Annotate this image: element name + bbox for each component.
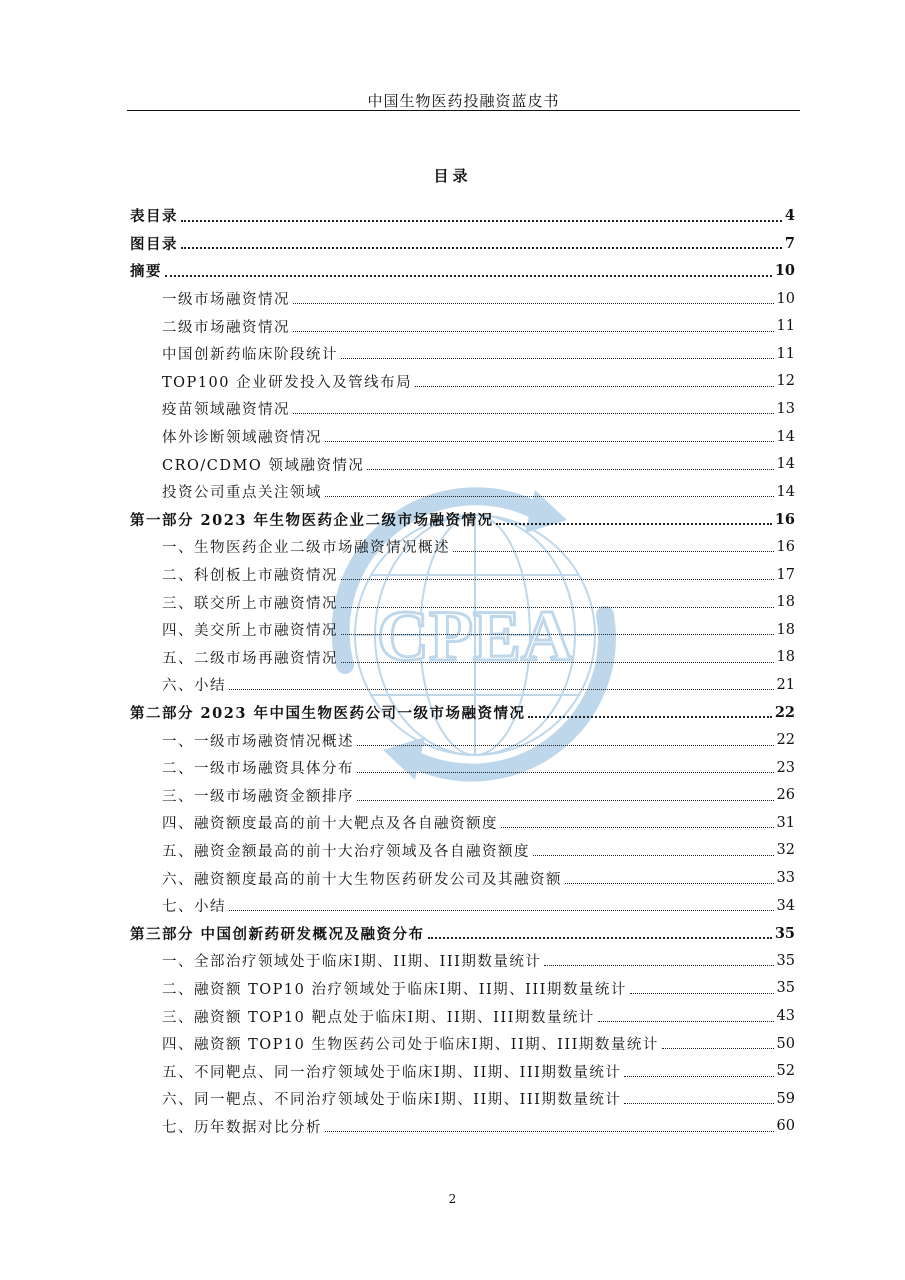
toc-entry-label: 第三部分 中国创新药研发概况及融资分布 [130,925,425,943]
toc-entry-label: 二、科创板上市融资情况 [162,568,338,585]
toc-entry-label: 五、不同靶点、同一治疗领域处于临床I期、II期、III期数量统计 [162,1064,622,1081]
toc-entry-page: 60 [776,1118,795,1135]
page-number: 2 [448,1192,457,1206]
toc-entry-page: 33 [776,870,795,887]
toc-entry-label: 七、历年数据对比分析 [162,1119,322,1136]
toc-entry-page: 18 [776,594,795,611]
toc-leader-dots [367,469,773,470]
toc-entry-section[interactable] [130,671,795,699]
toc-entry-page: 11 [776,345,795,362]
toc-leader-dots [325,441,774,442]
toc-entry-section[interactable] [130,588,795,616]
toc-entry-page: 34 [776,897,795,914]
toc-leader-dots [624,1076,773,1077]
toc-entry-label: 三、一级市场融资金额排序 [162,788,354,805]
toc-entry-label: 一级市场融资情况 [162,292,290,309]
toc-entry-section[interactable] [130,644,795,672]
toc-entry-page: 10 [774,262,795,280]
toc-entry-page: 32 [776,842,795,859]
toc-entry-page: 17 [776,566,795,583]
toc-leader-dots [428,937,772,939]
toc-entry-section[interactable] [130,312,795,340]
toc-entry-label: 一、全部治疗领域处于临床I期、II期、III期数量统计 [162,954,542,971]
toc-leader-dots [598,1021,774,1022]
toc-entry-page: 31 [776,814,795,831]
toc-leader-dots [453,551,774,552]
toc-leader-dots [181,220,782,222]
toc-entry-section[interactable] [130,478,795,506]
toc-entry-label: 表目录 [130,208,178,226]
toc-leader-dots [229,910,774,911]
toc-entry-page: 26 [776,787,795,804]
toc-leader-dots [565,883,774,884]
toc-entry-page: 7 [784,234,795,252]
toc-entry-label: 第一部分 2023 年生物医药企业二级市场融资情况 [130,511,494,529]
toc-entry-section[interactable] [130,726,795,754]
toc-entry-section[interactable] [130,837,795,865]
toc-entry-page: 22 [776,732,795,749]
toc-entry-page: 35 [776,952,795,969]
toc-leader-dots [501,827,774,828]
toc-leader-dots [293,413,774,414]
toc-entry-section[interactable] [130,395,795,423]
toc-entry-page: 43 [776,1008,795,1025]
toc-entry-page: 23 [776,759,795,776]
toc-entry-page: 16 [776,538,795,555]
toc-entry-page: 18 [776,621,795,638]
toc-entry-label: 疫苗领域融资情况 [162,402,290,419]
toc-entry-label: TOP100 企业研发投入及管线布局 [162,374,413,391]
toc-entry-section[interactable] [130,975,795,1003]
toc-entry-page: 14 [776,483,795,500]
toc-entry-label: 三、融资额 TOP10 靶点处于临床I期、II期、III期数量统计 [162,1009,595,1026]
toc-entry-page: 16 [774,510,795,528]
toc-entry-section[interactable] [130,809,795,837]
toc-entry-page: 4 [784,207,795,225]
toc-entry-label: 六、小结 [162,678,226,695]
toc-title: 目录 [433,167,472,185]
toc-leader-dots [662,1048,774,1049]
toc-entry-label: 一、一级市场融资情况概述 [162,733,354,750]
toc-entry-label: 六、融资额度最高的前十大生物医药研发公司及其融资额 [162,871,562,888]
toc-entry-section[interactable] [130,368,795,396]
toc-leader-dots [293,303,774,304]
toc-entry-label: 四、融资额度最高的前十大靶点及各自融资额度 [162,816,498,833]
watermark-text: CPEA [377,596,573,676]
toc-entry-section[interactable] [130,947,795,975]
toc-entry-label: 六、同一靶点、不同治疗领域处于临床I期、II期、III期数量统计 [162,1092,622,1109]
toc-entry-label: 第二部分 2023 年中国生物医药公司一级市场融资情况 [130,704,526,722]
toc-leader-dots [630,993,774,994]
toc-entry-label: 二、一级市场融资具体分布 [162,761,354,778]
toc-leader-dots [624,1103,773,1104]
toc-entry-section[interactable] [130,864,795,892]
toc-leader-dots [341,358,774,359]
toc-entry-label: 一、生物医药企业二级市场融资情况概述 [162,540,450,557]
toc-entry-section[interactable] [130,616,795,644]
toc-entry-chapter[interactable] [130,202,795,230]
toc-entry-label: 二、融资额 TOP10 治疗领域处于临床I期、II期、III期数量统计 [162,981,627,998]
toc-leader-dots [325,1131,774,1132]
toc-entry-label: 四、美交所上市融资情况 [162,623,338,640]
toc-leader-dots [544,965,773,966]
toc-entry-section[interactable] [130,423,795,451]
toc-entry-section[interactable] [130,1030,795,1058]
toc-entry-section[interactable] [130,1002,795,1030]
toc-entry-section[interactable] [130,892,795,920]
toc-leader-dots [357,800,774,801]
toc-leader-dots [357,745,774,746]
toc-leader-dots [496,523,771,525]
toc-entry-chapter[interactable] [130,699,795,727]
toc-entry-page: 13 [776,400,795,417]
toc-entry-section[interactable] [130,450,795,478]
toc-entry-section[interactable] [130,754,795,782]
toc-entry-section[interactable] [130,285,795,313]
toc-entry-section[interactable] [130,1085,795,1113]
toc-entry-page: 11 [776,318,795,335]
toc-leader-dots [341,662,774,663]
toc-entry-section[interactable] [130,1057,795,1085]
toc-entry-label: 体外诊断领域融资情况 [162,430,322,447]
toc-entry-chapter[interactable] [130,230,795,258]
toc-leader-dots [229,689,774,690]
toc-entry-label: 图目录 [130,235,178,253]
toc-leader-dots [165,275,772,277]
toc-leader-dots [533,855,774,856]
toc-leader-dots [528,716,771,718]
toc-leader-dots [341,579,774,580]
toc-entry-label: 五、二级市场再融资情况 [162,650,338,667]
toc-entry-label: 五、融资金额最高的前十大治疗领域及各自融资额度 [162,843,530,860]
toc-entry-section[interactable] [130,561,795,589]
toc-entry-page: 59 [776,1090,795,1107]
toc-entry-label: CRO/CDMO 领域融资情况 [162,457,365,474]
toc-leader-dots [341,634,774,635]
toc-entry-page: 12 [776,373,795,390]
toc-entry-page: 50 [776,1035,795,1052]
toc-entry-page: 14 [776,456,795,473]
toc-entry-section[interactable] [130,340,795,368]
toc-leader-dots [357,772,774,773]
toc-entry-section[interactable] [130,1113,795,1141]
toc-entry-page: 14 [776,428,795,445]
toc-entry-page: 18 [776,649,795,666]
toc-entry-page: 35 [774,924,795,942]
toc-entry-page: 21 [776,676,795,693]
toc-entry-chapter[interactable] [130,919,795,947]
toc-entry-section[interactable] [130,533,795,561]
toc-entry-label: 摘要 [130,263,162,281]
toc-entry-page: 22 [774,703,795,721]
toc-entry-label: 中国创新药临床阶段统计 [162,347,338,364]
toc-entry-section[interactable] [130,781,795,809]
toc-entry-label: 投资公司重点关注领域 [162,485,322,502]
toc-entry-label: 三、联交所上市融资情况 [162,595,338,612]
toc-leader-dots [415,386,773,387]
toc-leader-dots [293,331,774,332]
toc-entry-page: 10 [776,290,795,307]
toc-entry-label: 二级市场融资情况 [162,319,290,336]
toc-leader-dots [325,496,774,497]
toc-entry-page: 35 [776,980,795,997]
running-header: 中国生物医药投融资蓝皮书 [367,92,560,110]
toc-entry-chapter[interactable] [130,257,795,285]
toc-entry-chapter[interactable] [130,506,795,534]
toc-entry-label: 四、融资额 TOP10 生物医药公司处于临床I期、II期、III期数量统计 [162,1037,659,1054]
table-of-contents [130,202,795,1140]
toc-entry-label: 七、小结 [162,899,226,916]
toc-leader-dots [181,247,782,249]
toc-leader-dots [341,607,774,608]
toc-entry-page: 52 [776,1063,795,1080]
header-divider [127,110,800,111]
